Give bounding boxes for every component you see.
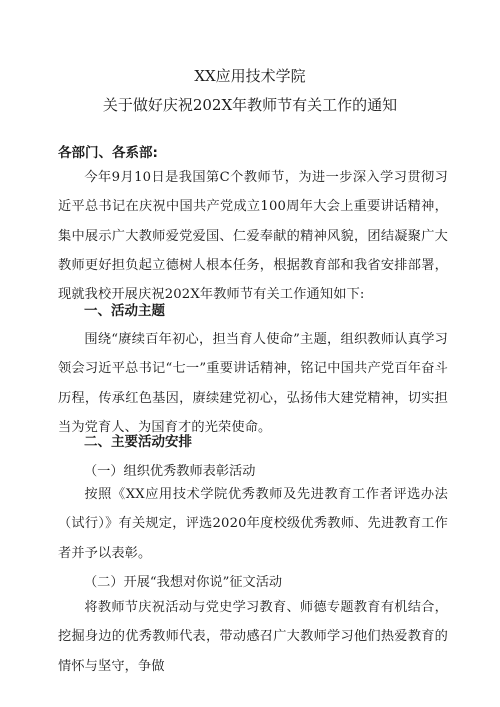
section-heading-activities: 二、主要活动安排 [84, 434, 192, 450]
subsection-heading-awards: （一）组织优秀教师表彰活动 [84, 464, 256, 479]
subsection-heading-essay: （二）开展“我想对你说”征文活动 [84, 575, 283, 590]
document-title-subject: 关于做好庆祝202X年教师节有关工作的通知 [102, 96, 398, 114]
awards-paragraph: 按照《XX应用技术学院优秀教师及先进教育工作者评选办法（试行）》有关规定，评选2020年度校级优秀教师、先进教育工作者并予以表彰。 [58, 487, 448, 561]
salutation: 各部门、各系部: [58, 145, 158, 161]
essay-paragraph: 将教师节庆祝活动与党史学习教育、师德专题教育有机结合，挖掘身边的优秀教师代表，带动感召广大教师学习他们热爱教育的情怀与坚守，争做 [58, 600, 448, 674]
theme-paragraph: 围绕“赓续百年初心，担当育人使命”主题，组织教师认真学习领会习近平总书记“七一”重要讲话精神，铭记中国共产党百年奋斗历程，传承红色基因，赓续建党初心，弘扬伟大建党精神，切实担当为党育人、为国育才的光荣使命。 [58, 332, 448, 435]
document-title-org: XX应用技术学院 [194, 67, 306, 85]
intro-paragraph: 今年9月10日是我国第C个教师节，为进一步深入学习贯彻习近平总书记在庆祝中国共产党成立100周年大会上重要讲话精神，集中展示广大教师爱党爱国、仁爱奉献的精神风貌，团结凝聚广大教师更好担负起立德树人根本任务，根据教育部和我省安排部署，现就我校开展庆祝202X年教师节有关工作通知如下: [58, 170, 448, 303]
section-heading-theme: 一、活动主题 [84, 303, 165, 319]
